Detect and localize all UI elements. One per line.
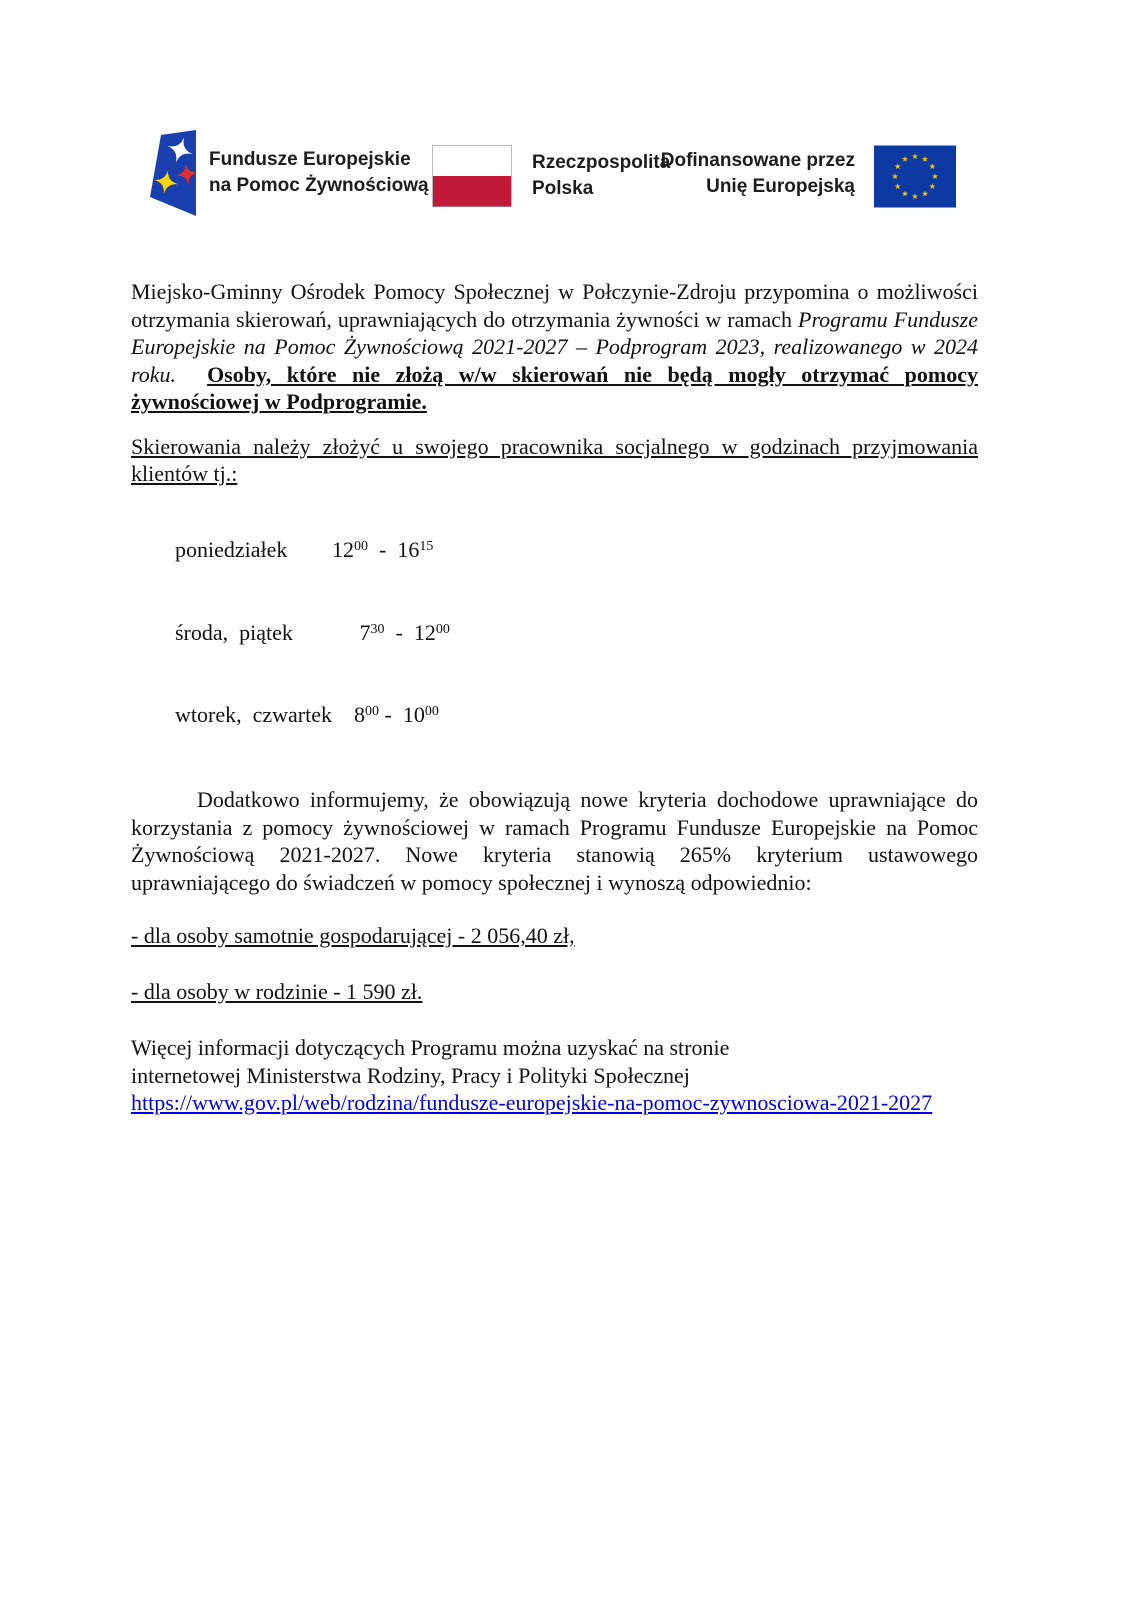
poland-flag-icon <box>432 145 512 207</box>
document-body <box>131 278 978 1117</box>
intro-program-italic: Programu Fundusze Europejskie na Pomoc Żywnościową 2021-2027 – Podprogram 2023, realizowanego w 2024 roku. <box>131 306 978 387</box>
intro-gap <box>176 362 207 387</box>
criteria-info-text: Dodatkowo informujemy, że obowiązują nowe kryteria dochodowe uprawniające do korzystania z pomocy żywnościowej w ramach Programu Fundusze Europejskie na Pomoc Żywnościową 2021-2027. Nowe kryteria stanowią 265% kryterium ustawowego uprawniającego do świadczeń w pomocy społecznej i wynoszą odpowiednio: <box>131 787 978 895</box>
program-link[interactable]: https://www.gov.pl/web/rodzina/fundusze-europejskie-na-pomoc-zywnosciowa-2021-2027 <box>131 1090 933 1115</box>
intro-normal-text: Miejsko-Gminny Ośrodek Pomocy Społecznej w Połczynie-Zdroju przypomina o możliwości otrzymania skierowań, uprawniających do otrzymania żywności w ramach <box>131 279 978 332</box>
eu-funding-label <box>661 148 855 200</box>
more-info-block <box>131 1034 978 1117</box>
schedule-hour-to: - 16 <box>368 537 420 562</box>
schedule-min-to: 00 <box>424 704 439 719</box>
schedule-min-from: 00 <box>365 704 379 719</box>
schedule-min-from: 30 <box>370 621 385 637</box>
poland-label-line2: Polska <box>532 178 594 199</box>
poland-label <box>532 150 670 202</box>
schedule-row-tue-thu <box>131 674 978 757</box>
schedule-hour-from: 8 <box>332 702 365 727</box>
poland-logo <box>432 145 670 207</box>
eu-funding-line1: Dofinansowane przez <box>660 150 855 171</box>
office-hours-schedule <box>131 509 978 757</box>
schedule-days: poniedziałek <box>175 537 288 562</box>
schedule-hour-to: - 10 <box>379 702 425 727</box>
schedule-hour-from: 12 <box>332 537 354 562</box>
schedule-row-monday <box>131 509 978 592</box>
schedule-days: wtorek, czwartek <box>175 702 332 727</box>
fe-logo <box>150 130 429 216</box>
schedule-min-to: 15 <box>419 539 434 554</box>
eu-flag-icon <box>874 144 956 209</box>
fe-pennant-icon <box>150 130 196 216</box>
schedule-row-wed-fri <box>131 591 978 674</box>
schedule-min-from: 00 <box>354 539 368 554</box>
schedule-days: środa, piątek <box>175 619 293 645</box>
info-line-1: Więcej informacji dotyczących Programu można uzyskać na stronie <box>131 1035 730 1060</box>
schedule-hour-from: 7 <box>332 619 371 645</box>
info-line-2: internetowej Ministerstwa Rodziny, Pracy i Polityki Społecznej <box>131 1062 690 1088</box>
criteria-family-person: - dla osoby w rodzinie - 1 590 zł. <box>131 978 423 1004</box>
intro-warning-bold: Osoby, które nie złożą w/w skierowań nie będą mogły otrzymać pomocy żywnościowej w Podprogramie. <box>131 361 978 414</box>
paragraph-intro <box>131 278 978 416</box>
schedule-hour-to: - 12 <box>384 619 436 645</box>
fe-logo-line1: Fundusze Europejskie <box>209 149 411 170</box>
logo-header <box>0 0 1131 214</box>
eu-funding-line2: Unię Europejską <box>706 176 855 197</box>
paragraph-criteria-info <box>131 786 978 896</box>
poland-label-line1: Rzeczpospolita <box>532 152 671 173</box>
criteria-single-person: - dla osoby samotnie gospodarującej - 2 056,40 zł, <box>131 923 575 948</box>
paragraph-referrals: Skierowania należy złożyć u swojego pracownika socjalnego w godzinach przyjmowania klientów tj.: <box>131 433 978 486</box>
schedule-min-to: 00 <box>435 621 450 637</box>
fe-logo-line2: na Pomoc Żywnościową <box>209 175 429 196</box>
fe-logo-text <box>209 147 429 199</box>
